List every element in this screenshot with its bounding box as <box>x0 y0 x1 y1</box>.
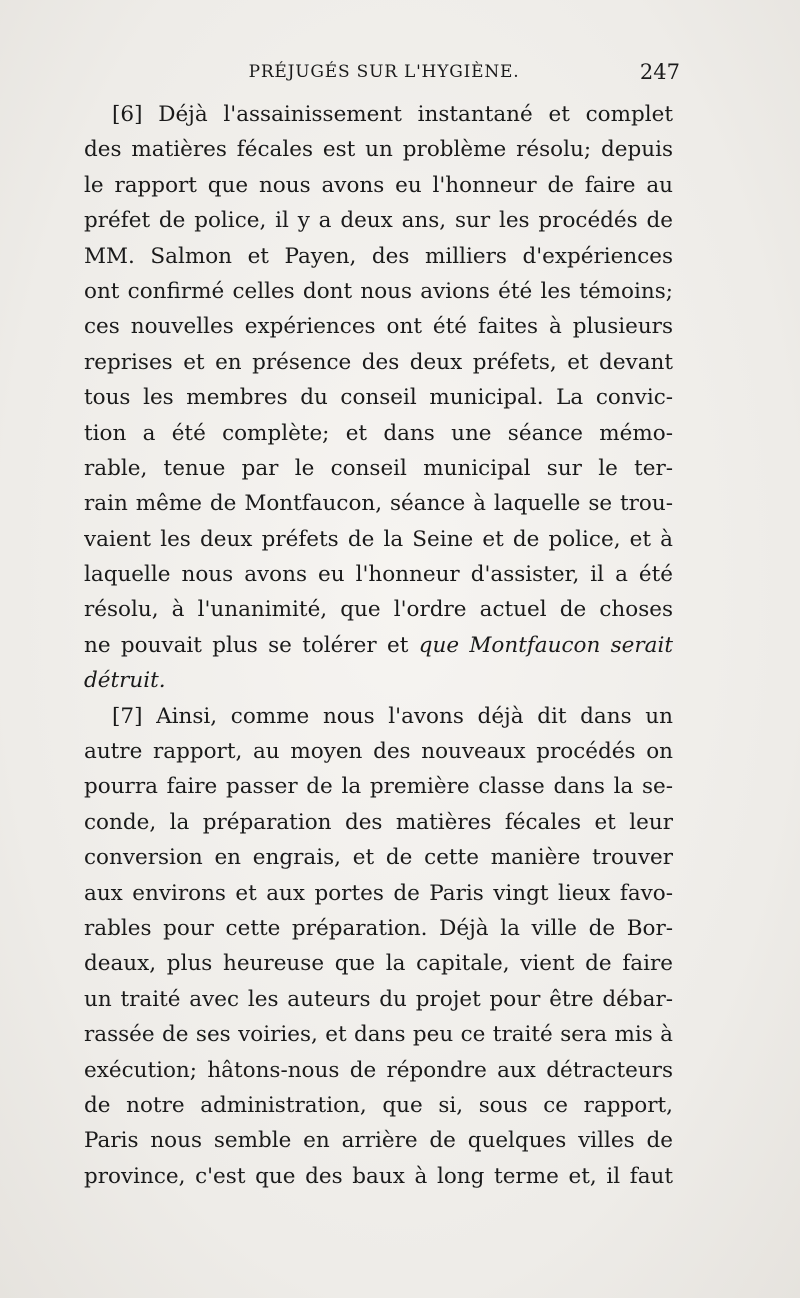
text-line: laquelle nous avons eu l'honneur d'assister, il a été <box>84 562 673 588</box>
text-line: tous les membres du conseil municipal. La convic- <box>84 385 673 411</box>
text-line: préfet de police, il y a deux ans, sur les procédés de <box>84 208 673 234</box>
text-line: [7] Ainsi, comme nous l'avons déjà dit dans un <box>112 703 673 729</box>
text-line: autre rapport, au moyen des nouveaux procédés on <box>84 739 673 765</box>
running-header <box>88 62 680 86</box>
text-line: Paris nous semble en arrière de quelques villes de <box>84 1128 673 1154</box>
page-number: 247 <box>639 60 680 84</box>
running-title: PRÉJUGÉS SUR L'HYGIÈNE. <box>248 62 520 82</box>
text-line: reprises et en présence des deux préfets, et devant <box>84 349 673 375</box>
text-line <box>84 663 673 698</box>
text-line: rables pour cette préparation. Déjà la ville de Bor- <box>84 915 673 941</box>
text-line: ces nouvelles expériences ont été faites à plusieurs <box>84 314 673 340</box>
body-text <box>84 97 673 1194</box>
text-line: exécution; hâtons-nous de répondre aux détracteurs <box>84 1057 673 1083</box>
text-line-mixed <box>84 628 673 663</box>
text-line: le rapport que nous avons eu l'honneur de faire au <box>84 172 673 198</box>
text-line: conde, la préparation des matières fécales et leur <box>84 809 673 835</box>
text-line: conversion en engrais, et de cette manière trouver <box>84 845 673 871</box>
text-line: MM. Salmon et Payen, des milliers d'expériences <box>84 243 673 269</box>
text-line: de notre administration, que si, sous ce rapport, <box>84 1092 673 1118</box>
text-segment: ne pouvait plus se tolérer et <box>84 632 409 658</box>
paragraph-7 <box>84 699 673 1194</box>
text-line: deaux, plus heureuse que la capitale, vient de faire <box>84 951 673 977</box>
text-line: province, c'est que des baux à long terme et, il faut <box>84 1163 673 1189</box>
text-line: pourra faire passer de la première classe dans la se- <box>84 774 673 800</box>
text-line: des matières fécales est un problème résolu; depuis <box>84 137 673 163</box>
text-line: rable, tenue par le conseil municipal sur le ter- <box>84 455 673 481</box>
text-line: rain même de Montfaucon, séance à laquelle se trou- <box>84 491 673 517</box>
text-line: rassée de ses voiries, et dans peu ce traité sera mis à <box>84 1022 673 1048</box>
text-line: vaient les deux préfets de la Seine et de police, et à <box>84 526 673 552</box>
text-line: résolu, à l'unanimité, que l'ordre actuel de choses <box>84 597 673 623</box>
text-line: aux environs et aux portes de Paris vingt lieux favo- <box>84 880 673 906</box>
italic-segment: détruit. <box>84 668 166 694</box>
italic-segment: que Montfaucon serait <box>418 632 673 658</box>
text-line: ont confirmé celles dont nous avions été les témoins; <box>84 278 673 304</box>
paragraph-6 <box>84 97 673 699</box>
text-line: tion a été complète; et dans une séance mémo- <box>84 420 673 446</box>
text-line: un traité avec les auteurs du projet pour être débar- <box>84 986 673 1012</box>
text-line: [6] Déjà l'assainissement instantané et complet <box>112 102 673 127</box>
